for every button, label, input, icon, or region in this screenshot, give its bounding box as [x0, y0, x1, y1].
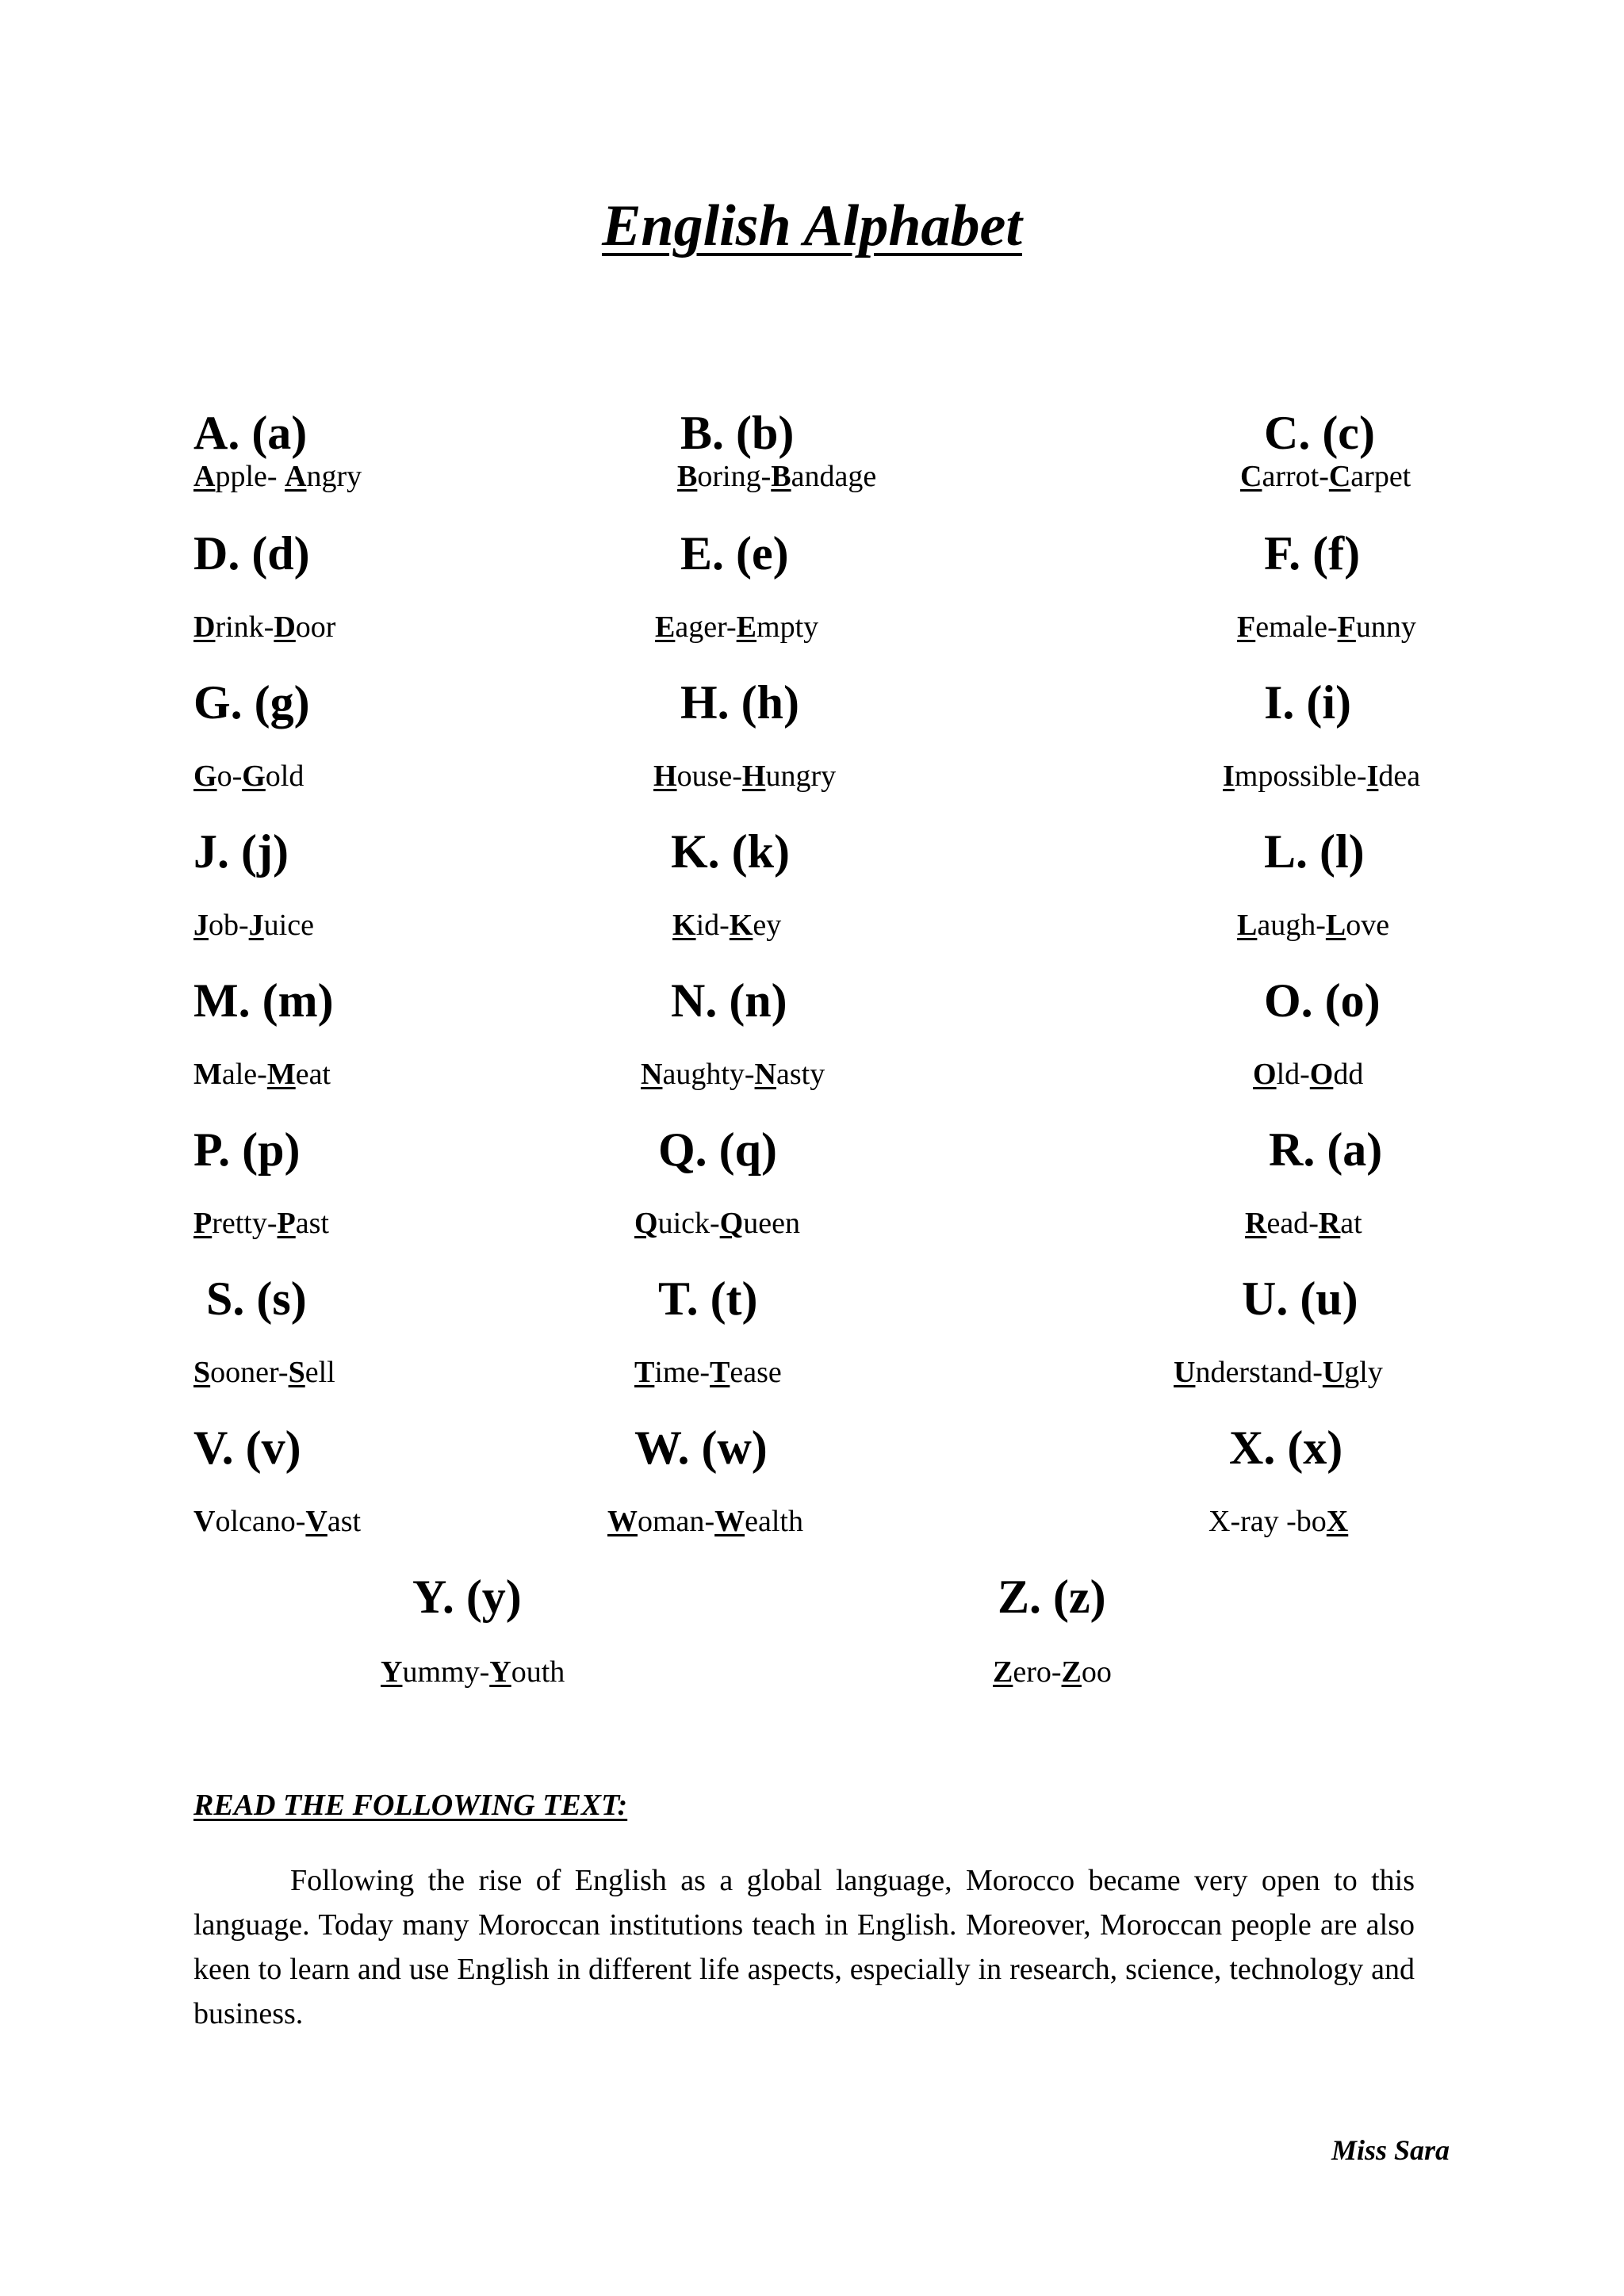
- letter-heading-v: V. (v): [193, 1422, 301, 1474]
- example-words-b: Boring-Bandage: [677, 460, 877, 493]
- letter-heading-j: J. (j): [193, 825, 289, 878]
- example-words-j: Job-Juice: [193, 909, 314, 942]
- example-words-c: Carrot-Carpet: [1240, 460, 1411, 493]
- letter-heading-q: Q. (q): [658, 1123, 777, 1176]
- example-words-t: Time-Tease: [634, 1356, 782, 1389]
- example-words-o: Old-Odd: [1253, 1058, 1364, 1091]
- example-words-i: Impossible-Idea: [1223, 760, 1421, 793]
- example-words-k: Kid-Key: [672, 909, 782, 942]
- example-words-v: Volcano-Vast: [193, 1505, 362, 1538]
- letter-heading-h: H. (h): [680, 676, 799, 729]
- letter-heading-k: K. (k): [671, 825, 790, 878]
- letter-heading-r: R. (a): [1269, 1123, 1383, 1176]
- letter-heading-b: B. (b): [680, 407, 795, 459]
- example-words-l: Laugh-Love: [1237, 909, 1390, 942]
- reading-paragraph: Following the rise of English as a global language, Morocco became very open to this language. Today many Moroccan institutions teach in English. Moreover, Moroccan people are also keen to learn and use English in different life aspects, especially in research, science, technology and business.: [193, 1864, 1415, 2030]
- example-words-y: Yummy-Youth: [381, 1655, 565, 1689]
- letter-heading-g: G. (g): [193, 676, 310, 729]
- example-words-e: Eager-Empty: [655, 610, 819, 644]
- letter-heading-d: D. (d): [193, 527, 310, 580]
- example-words-a: Apple- Angry: [193, 460, 362, 493]
- page-title: English Alphabet: [602, 193, 1022, 258]
- letter-heading-c: C. (c): [1264, 407, 1375, 459]
- example-words-u: Understand-Ugly: [1174, 1356, 1383, 1389]
- letter-heading-m: M. (m): [193, 974, 334, 1027]
- example-words-n: Naughty-Nasty: [641, 1058, 825, 1091]
- example-words-m: Male-Meat: [193, 1058, 331, 1091]
- letter-heading-i: I. (i): [1264, 676, 1351, 729]
- letter-heading-p: P. (p): [193, 1123, 301, 1176]
- letter-heading-f: F. (f): [1264, 527, 1361, 580]
- letter-heading-u: U. (u): [1242, 1272, 1358, 1325]
- reading-heading: READ THE FOLLOWING TEXT:: [193, 1789, 628, 1822]
- letter-heading-w: W. (w): [634, 1422, 768, 1474]
- example-words-h: House-Hungry: [653, 760, 837, 793]
- letter-heading-z: Z. (z): [998, 1571, 1106, 1623]
- example-words-x: X-ray -boX: [1208, 1505, 1349, 1538]
- example-words-s: Sooner-Sell: [193, 1356, 335, 1389]
- letter-heading-a: A. (a): [193, 407, 308, 459]
- letter-heading-l: L. (l): [1264, 825, 1365, 878]
- signature: Miss Sara: [1331, 2134, 1450, 2166]
- letter-heading-o: O. (o): [1264, 974, 1381, 1027]
- letter-heading-y: Y. (y): [412, 1571, 522, 1623]
- example-words-f: Female-Funny: [1237, 610, 1416, 644]
- example-words-w: Woman-Wealth: [607, 1505, 803, 1538]
- example-words-p: Pretty-Past: [193, 1207, 329, 1240]
- example-words-z: Zero-Zoo: [993, 1655, 1112, 1689]
- letter-heading-n: N. (n): [671, 974, 787, 1027]
- example-words-g: Go-Gold: [193, 760, 304, 793]
- letter-heading-x: X. (x): [1229, 1422, 1343, 1474]
- letter-heading-s: S. (s): [206, 1272, 307, 1325]
- letter-heading-e: E. (e): [680, 527, 789, 580]
- letter-heading-t: T. (t): [658, 1272, 758, 1325]
- example-words-r: Read-Rat: [1245, 1207, 1362, 1240]
- example-words-q: Quick-Queen: [634, 1207, 800, 1240]
- example-words-d: Drink-Door: [193, 610, 336, 644]
